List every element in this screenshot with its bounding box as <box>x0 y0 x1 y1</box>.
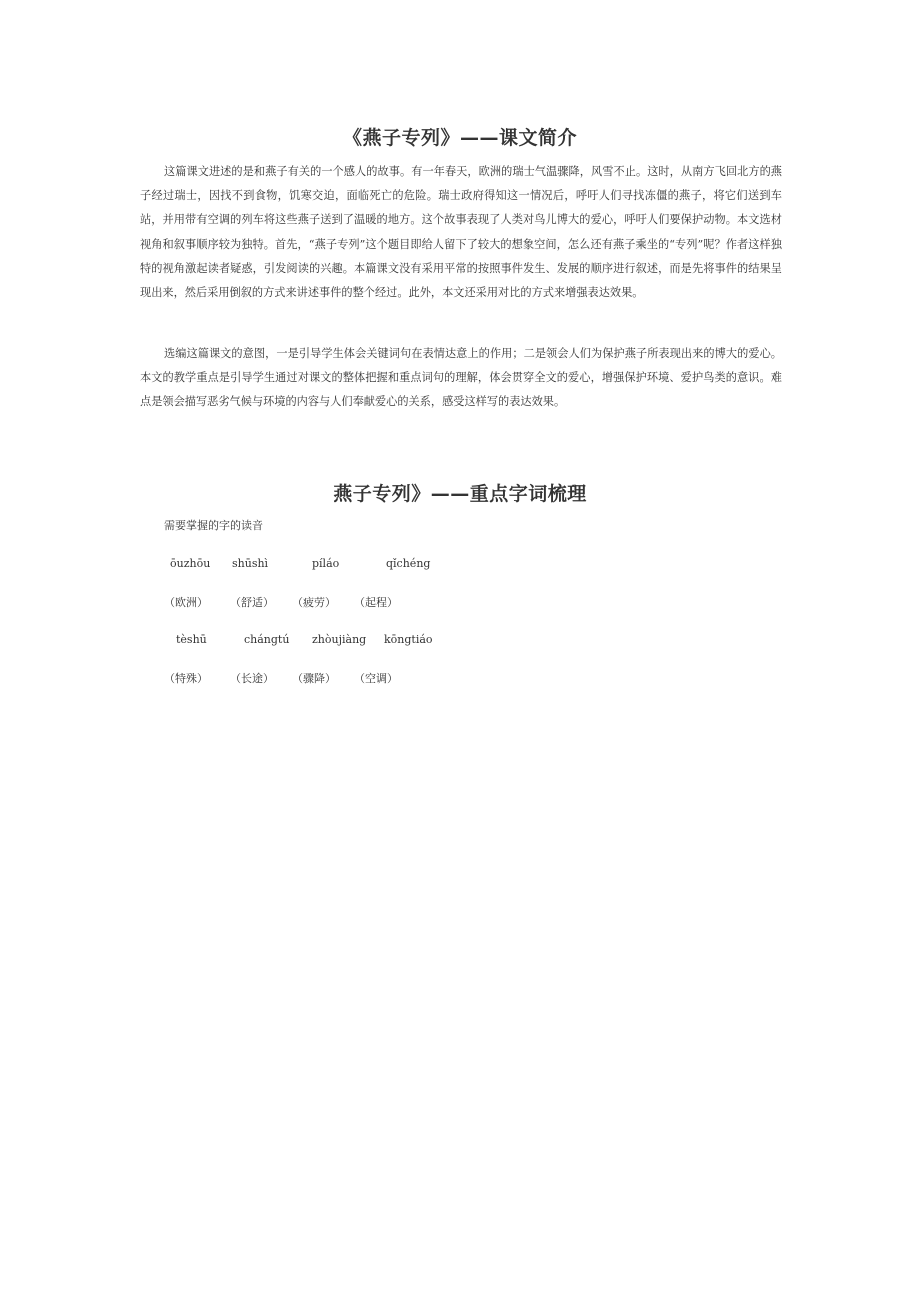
word-text: （骤降） <box>292 672 336 685</box>
intro-paragraph-1: 这篇课文进述的是和燕子有关的一个感人的故事。有一年春天，欧洲的瑞士气温骤降，风雪不止。这时，从南方飞回北方的燕子经过瑞士，因找不到食物，饥寒交迫，面临死亡的危险。瑞士政府得知这一情况后，呼吁人们寻找冻僵的燕子，将它们送到车站，并用带有空调的列车将这些燕子送到了温暖的地方。这个故事表现了人类对鸟儿博大的爱心，呼吁人们要保护动物。本文选材视角和叙事顺序较为独特。首先，“燕子专列”这个题目即给人留下了较大的想象空间，怎么还有燕子乘坐的“专列”呢？作者这样独特的视角激起读者疑惑，引发阅读的兴趣。本篇课文没有采用平常的按照事件发生、发展的顺序进行叙述，而是先将事件的结果呈现出来，然后采用倒叙的方式来讲述事件的整个经过。此外，本文还采用对比的方式来增强表达效果。 <box>140 165 782 300</box>
word-text: （起程） <box>354 596 398 609</box>
pinyin-row <box>176 633 433 646</box>
pinyin-text: zhòujiàng <box>312 633 367 646</box>
word-text: （疲劳） <box>292 596 336 609</box>
pinyin-text: chángtú <box>244 633 290 646</box>
section-title-intro: 《燕子专列》——课文简介 <box>342 127 577 149</box>
word-row <box>164 670 398 686</box>
word-row <box>164 594 398 610</box>
word-text: （欧洲） <box>164 596 208 609</box>
word-text: （舒适） <box>230 596 274 609</box>
vocab-sub-heading: 需要掌握的字的读音 <box>164 519 263 532</box>
pinyin-text: kōngtiáo <box>384 633 433 646</box>
pinyin-text: ōuzhōu <box>170 557 211 570</box>
pinyin-row <box>170 557 430 570</box>
pinyin-text: tèshū <box>176 633 207 646</box>
word-text: （特殊） <box>164 672 208 685</box>
intro-paragraph-2: 选编这篇课文的意图，一是引导学生体会关键词句在表情达意上的作用；二是领会人们为保护燕子所表现出来的博大的爱心。本文的教学重点是引导学生通过对课文的整体把握和重点词句的理解，体会贯穿全文的爱心，增强保护环境、爱护鸟类的意识。难点是领会描写恶劣气候与环境的内容与人们奉献爱心的关系，感受这样写的表达效果。 <box>140 347 782 409</box>
pinyin-text: qǐchéng <box>386 557 431 570</box>
word-text: （空调） <box>354 672 398 685</box>
pinyin-text: píláo <box>312 557 340 570</box>
section-title-vocab: 燕子专列》——重点字词梳理 <box>333 483 587 505</box>
pinyin-text: shūshì <box>232 557 269 570</box>
word-text: （长途） <box>230 672 274 685</box>
